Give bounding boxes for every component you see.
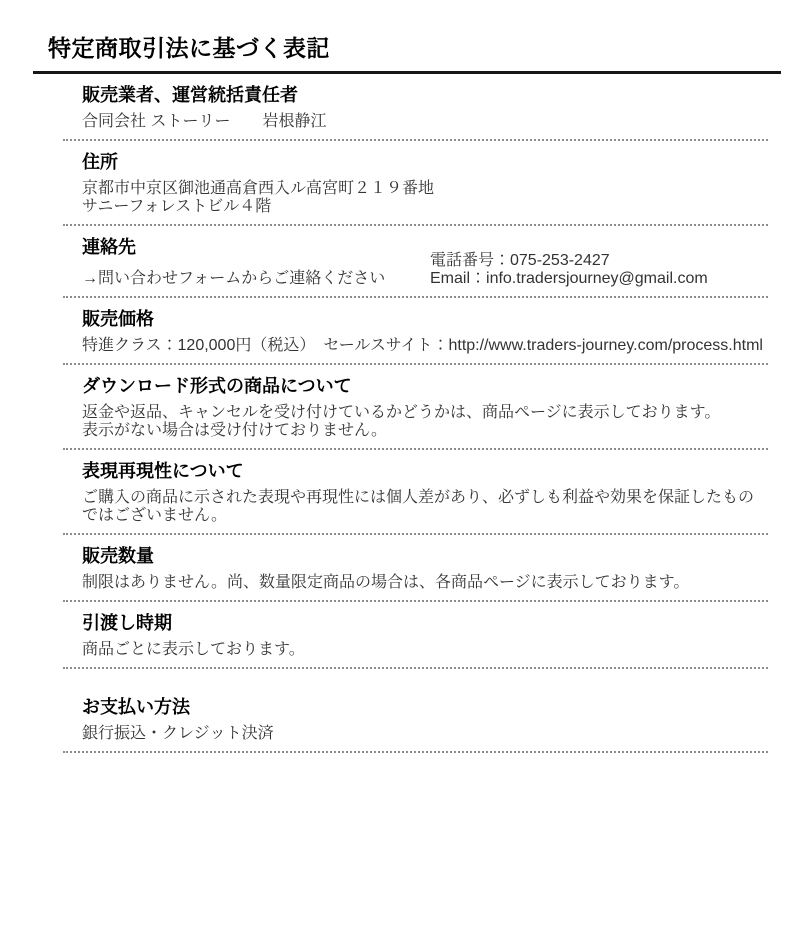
section-contact-heading: 連絡先 — [82, 237, 136, 257]
section-delivery-heading: 引渡し時期 — [82, 613, 172, 633]
contact-row — [63, 252, 768, 288]
section-address — [63, 141, 768, 226]
payment-line: 銀行振込・クレジット決済 — [82, 725, 274, 742]
section-reproducibility — [63, 450, 768, 535]
reproducibility-line-2: ではございません。 — [82, 507, 227, 524]
section-seller — [63, 74, 768, 141]
page-header — [33, 0, 781, 74]
download-line-1: 返金や返品、キャンセルを受け付けているかどうかは、商品ページに表示しております。 — [82, 404, 721, 421]
section-download-heading: ダウンロード形式の商品について — [82, 376, 352, 396]
section-address-heading: 住所 — [82, 152, 118, 172]
section-quantity — [63, 535, 768, 602]
contact-form-note: →問い合わせフォームからご連絡ください — [82, 270, 386, 287]
contact-email: Email：info.tradersjourney@gmail.com — [430, 270, 708, 287]
seller-name-line: 合同会社 ストーリー 岩根静江 — [82, 113, 327, 130]
address-line-2: サニーフォレストビル４階 — [82, 198, 272, 215]
section-seller-heading: 販売業者、運営統括責任者 — [82, 85, 298, 105]
section-delivery — [63, 602, 768, 669]
section-contact — [63, 226, 768, 298]
page-content — [63, 74, 768, 753]
price-line: 特進クラス：120,000円（税込） セールスサイト：http://www.traders-journey.com/process.html — [82, 337, 763, 354]
contact-details — [430, 252, 708, 288]
page-title: 特定商取引法に基づく表記 — [48, 35, 330, 61]
delivery-line: 商品ごとに表示しております。 — [82, 641, 305, 658]
section-price — [63, 298, 768, 365]
section-payment — [63, 669, 768, 753]
section-reproducibility-heading: 表現再現性について — [82, 461, 244, 481]
quantity-line: 制限はありません。尚、数量限定商品の場合は、各商品ページに表示しております。 — [82, 574, 690, 591]
address-line-1: 京都市中京区御池通高倉西入ル高宮町２１９番地 — [82, 180, 435, 197]
section-download-products — [63, 365, 768, 450]
download-line-2: 表示がない場合は受け付けておりません。 — [82, 422, 387, 439]
section-quantity-heading: 販売数量 — [82, 546, 154, 566]
reproducibility-line-1: ご購入の商品に示された表現や再現性には個人差があり、必ずしも利益や効果を保証したもの — [82, 489, 755, 506]
section-price-heading: 販売価格 — [82, 309, 154, 329]
section-payment-heading: お支払い方法 — [82, 697, 190, 717]
contact-phone: 電話番号：075-253-2427 — [430, 252, 610, 269]
